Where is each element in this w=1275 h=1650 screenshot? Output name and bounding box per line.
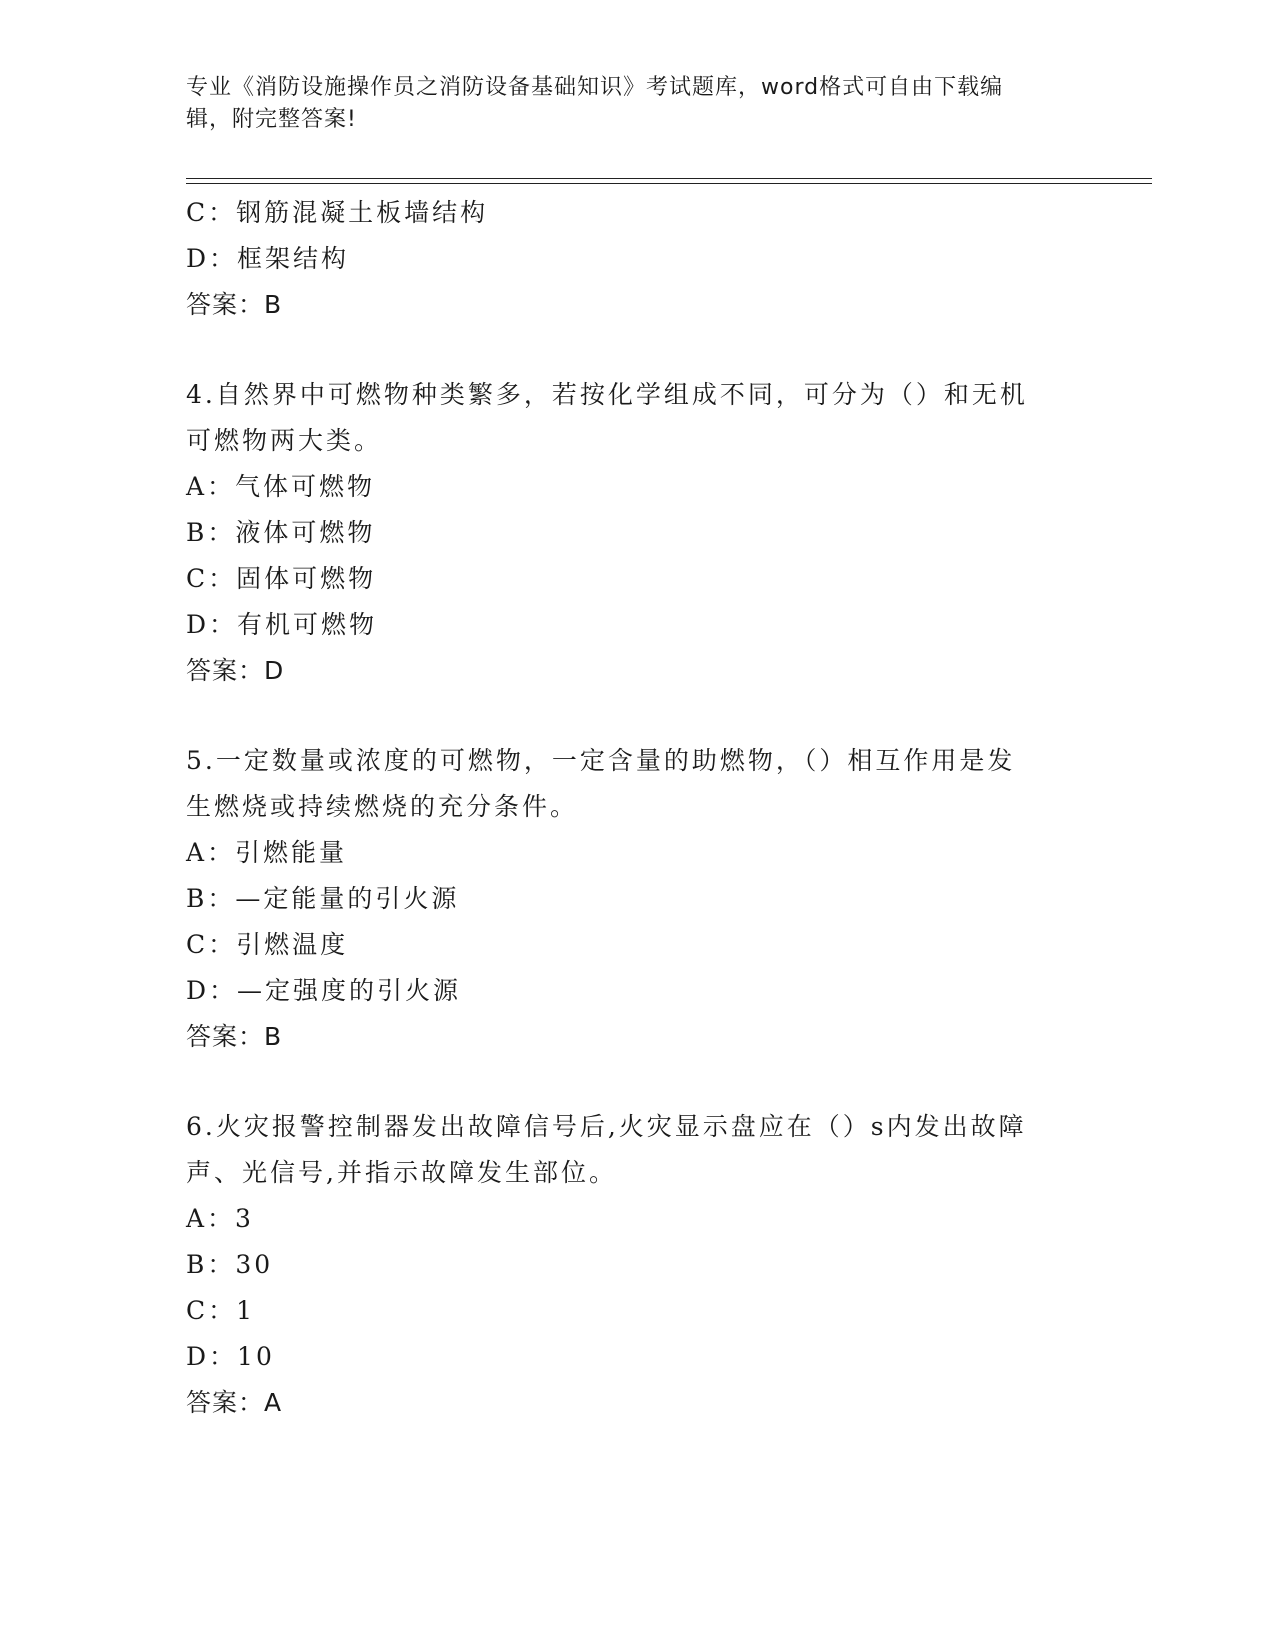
option-c: C：引燃温度 bbox=[186, 930, 349, 959]
question-4 bbox=[186, 372, 1066, 694]
question-stem-line-2: 生燃烧或持续燃烧的充分条件。 bbox=[186, 792, 579, 821]
option-a: A：气体可燃物 bbox=[186, 472, 376, 501]
option-a: A：引燃能量 bbox=[186, 838, 348, 867]
option-b: B：30 bbox=[186, 1250, 274, 1279]
header-divider-top bbox=[186, 178, 1152, 179]
question-5 bbox=[186, 738, 1066, 1060]
question-6 bbox=[186, 1104, 1066, 1426]
option-d: D：10 bbox=[186, 1342, 275, 1371]
option-b: B：—定能量的引火源 bbox=[186, 884, 460, 913]
question-stem-line-2: 可燃物两大类。 bbox=[186, 426, 383, 455]
option-d: D：框架结构 bbox=[186, 244, 350, 273]
option-c: C：1 bbox=[186, 1296, 256, 1325]
option-c: C：钢筋混凝土板墙结构 bbox=[186, 198, 489, 227]
header-line-2: 辑，附完整答案! bbox=[186, 107, 357, 132]
option-b: B：液体可燃物 bbox=[186, 518, 376, 547]
answer-line: 答案：B bbox=[186, 290, 283, 319]
question-3-tail bbox=[186, 190, 1066, 328]
header-line-1: 专业《消防设施操作员之消防设备基础知识》考试题库，word格式可自由下载编 bbox=[186, 75, 1004, 100]
answer-line: 答案：B bbox=[186, 1022, 283, 1051]
option-c: C：固体可燃物 bbox=[186, 564, 377, 593]
spacer bbox=[186, 328, 1066, 372]
header-divider-bottom bbox=[186, 183, 1152, 184]
question-stem-line-1: 4.自然界中可燃物种类繁多，若按化学组成不同，可分为（）和无机 bbox=[186, 380, 1028, 409]
option-d: D：有机可燃物 bbox=[186, 610, 378, 639]
spacer bbox=[186, 1060, 1066, 1104]
answer-line: 答案：D bbox=[186, 656, 285, 685]
question-stem-line-2: 声、光信号,并指示故障发生部位。 bbox=[186, 1158, 617, 1187]
option-a: A：3 bbox=[186, 1204, 254, 1233]
spacer bbox=[186, 694, 1066, 738]
option-d: D：—定强度的引火源 bbox=[186, 976, 462, 1005]
answer-line: 答案：A bbox=[186, 1388, 283, 1417]
question-stem-line-1: 5.一定数量或浓度的可燃物，一定含量的助燃物，（）相互作用是发 bbox=[186, 746, 1016, 775]
question-list bbox=[186, 190, 1066, 1426]
document-header bbox=[186, 72, 1066, 136]
question-stem-line-1: 6.火灾报警控制器发出故障信号后,火灾显示盘应在（）s内发出故障 bbox=[186, 1112, 1027, 1141]
